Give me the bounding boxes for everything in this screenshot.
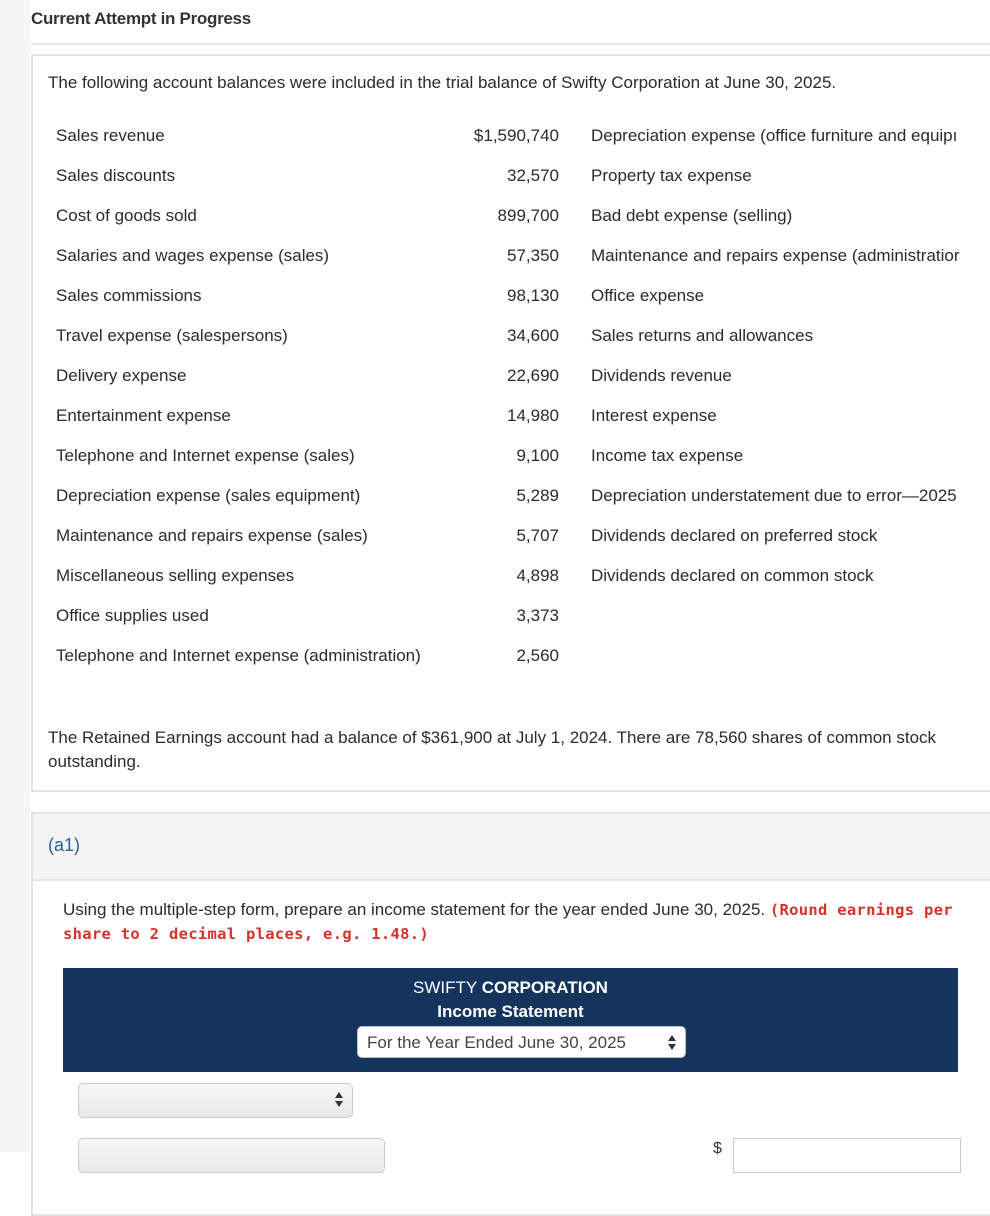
account-amount: 34,600 (507, 326, 559, 345)
rounding-note: (Round earnings per share to 2 decimal places, e.g. 1.48.) (63, 901, 953, 943)
account-label: Cost of goods sold (56, 206, 197, 225)
account-amount: 32,570 (507, 166, 559, 185)
account-label-right: Dividends revenue (591, 366, 732, 385)
account-label: Salaries and wages expense (sales) (56, 246, 330, 265)
part-header (33, 814, 990, 881)
select-arrows-icon (667, 1035, 677, 1051)
account-amount: 5,289 (516, 486, 559, 505)
account-label-right: Office expense (591, 286, 705, 305)
instruction-text: Using the multiple-step form, prepare an income statement for the year ended June 30, 2025. (63, 900, 766, 919)
balance-row (33, 566, 990, 588)
period-select-value: For the Year Ended June 30, 2025 (367, 1033, 626, 1052)
account-label: Sales commissions (56, 286, 202, 305)
account-label: Maintenance and repairs expense (sales) (56, 526, 368, 545)
account-amount: 98,130 (507, 286, 559, 305)
account-label: Delivery expense (56, 366, 187, 385)
account-amount: 9,100 (516, 446, 559, 465)
account-label-right: Property tax expense (591, 166, 752, 185)
balance-row (33, 166, 990, 188)
balance-row (33, 526, 990, 548)
account-label: Sales revenue (56, 126, 165, 145)
balance-row (33, 406, 990, 428)
account-amount: 22,690 (507, 366, 559, 385)
account-label-right: Maintenance and repairs expense (administratior (591, 246, 960, 265)
account-label: Telephone and Internet expense (sales) (56, 446, 355, 465)
account-amount: 899,700 (497, 206, 559, 225)
balance-row (33, 286, 990, 308)
select-arrows-icon (334, 1092, 344, 1108)
line-item-select-2[interactable] (78, 1138, 385, 1173)
account-amount: 5,707 (516, 526, 559, 545)
balance-row (33, 646, 990, 668)
account-label: Telephone and Internet expense (administration) (56, 646, 421, 665)
balance-row (33, 326, 990, 348)
part-label: (a1) (48, 835, 81, 855)
statement-header (63, 968, 958, 1072)
account-amount: 57,350 (507, 246, 559, 265)
company-name (63, 978, 958, 998)
statement-title: Income Statement (437, 1002, 584, 1021)
account-amount: 2,560 (516, 646, 559, 665)
account-label-right: Depreciation understatement due to error—2025 (591, 486, 957, 505)
part-a1-panel (31, 812, 990, 1216)
account-label: Travel expense (salespersons) (56, 326, 288, 345)
account-label-right: Dividends declared on common stock (591, 566, 874, 585)
account-label: Entertainment expense (56, 406, 231, 425)
attempt-title: Current Attempt in Progress (31, 9, 251, 28)
part-instruction (63, 898, 963, 946)
dollar-sign: $ (713, 1140, 722, 1157)
line-item-select-1[interactable] (78, 1083, 353, 1118)
balance-row (33, 366, 990, 388)
account-amount: 4,898 (516, 566, 559, 585)
company-name-first: SWIFTY (413, 978, 477, 997)
retained-earnings-note: The Retained Earnings account had a balance of $361,900 at July 1, 2024. There are 78,560 shares of common stock outstanding. (48, 728, 937, 771)
balance-row (33, 446, 990, 468)
account-label-right: Bad debt expense (selling) (591, 206, 793, 225)
balance-row (33, 246, 990, 268)
account-label-right: Dividends declared on preferred stock (591, 526, 878, 545)
balance-row (33, 486, 990, 508)
problem-intro: The following account balances were included in the trial balance of Swifty Corporation at June 30, 2025. (48, 73, 837, 92)
account-label-right: Depreciation expense (office furniture and equipı (591, 126, 958, 145)
account-label: Office supplies used (56, 606, 209, 625)
divider (31, 43, 990, 45)
account-label: Sales discounts (56, 166, 176, 185)
account-amount: 3,373 (516, 606, 559, 625)
balance-row (33, 126, 990, 148)
account-label-right: Interest expense (591, 406, 717, 425)
account-label-right: Income tax expense (591, 446, 744, 465)
period-select[interactable] (357, 1026, 686, 1058)
balance-row (33, 206, 990, 228)
problem-panel (31, 54, 990, 792)
account-label-right: Sales returns and allowances (591, 326, 814, 345)
company-name-second: CORPORATION (481, 978, 608, 997)
account-label: Depreciation expense (sales equipment) (56, 486, 361, 505)
balance-row (33, 606, 990, 628)
amount-input[interactable] (733, 1138, 961, 1173)
left-margin-strip (0, 0, 30, 1152)
account-amount: 14,980 (507, 406, 559, 425)
account-amount: $1,590,740 (473, 126, 559, 145)
account-label: Miscellaneous selling expenses (56, 566, 295, 585)
